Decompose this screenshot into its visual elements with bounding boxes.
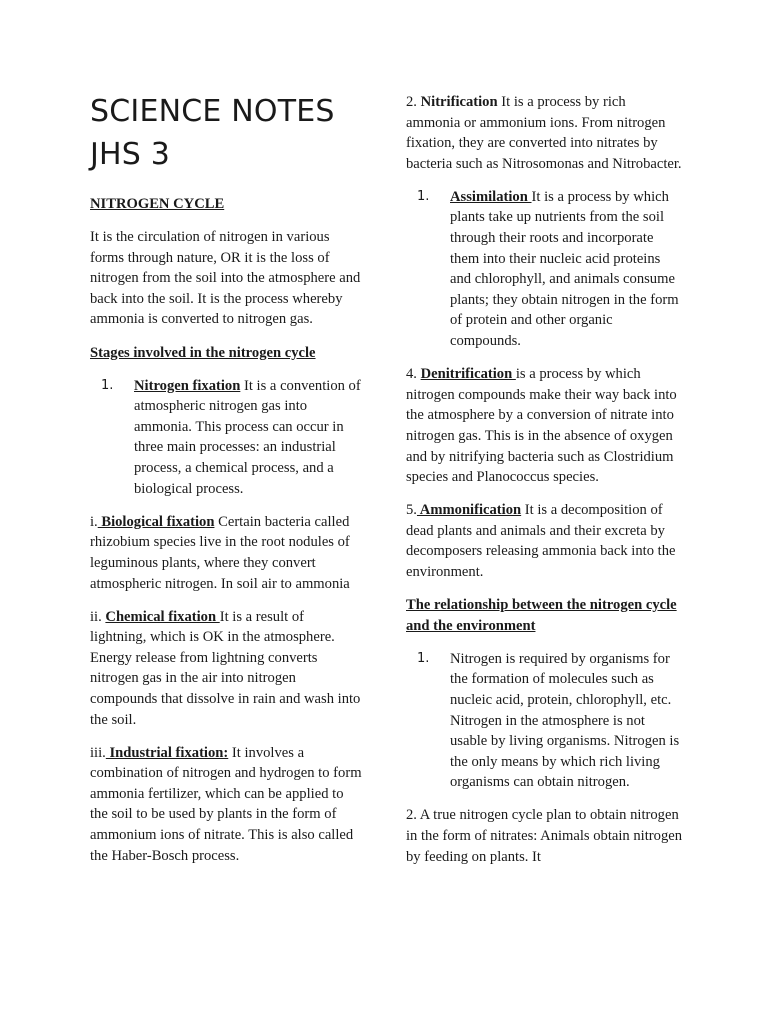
page-title: SCIENCE NOTES JHS 3 xyxy=(90,94,335,172)
paragraph-nitrification xyxy=(406,92,682,174)
list-item-assimilation xyxy=(406,187,682,352)
paragraph-nitrogen-plan: 2. A true nitrogen cycle plan to obtain nitrogen in the form of nitrates: Animals obtain nitrogen by feeding on plants. It xyxy=(406,807,683,865)
bio-text: Certain bacteria called rhizobium species live in the root nodules of leguminous plants, where they convert atmospheric nitrogen. In soil air to ammonia xyxy=(90,513,350,592)
list-number: 1. xyxy=(101,377,114,393)
relationship-heading: The relationship between the nitrogen cycle and the environment xyxy=(406,597,677,634)
list-item-nitrogen-required xyxy=(406,649,682,793)
list-item-body xyxy=(450,187,682,352)
term-nitrification: Nitrification xyxy=(420,94,498,110)
nitrification-prefix: 2. xyxy=(406,94,421,110)
term-chemical-fixation: Chemical fixation xyxy=(105,608,220,625)
ind-prefix: iii. xyxy=(90,744,106,761)
nitrification-text: It is a process by rich ammonia or ammonium ions. From nitrogen fixation, they are converted into nitrates by bacteria such as Nitrosomonas and Nitrobacter. xyxy=(406,94,682,172)
paragraph-industrial-fixation xyxy=(90,743,362,867)
right-column xyxy=(406,92,682,880)
bio-prefix: i. xyxy=(90,513,98,530)
term-biological-fixation: Biological fixation xyxy=(97,513,215,530)
term-denitrification: Denitrification xyxy=(420,366,516,383)
paragraph-denitrification xyxy=(406,364,682,488)
list-item-body xyxy=(134,376,362,500)
relationship-heading-line xyxy=(406,595,682,636)
ind-text: It involves a combination of nitrogen and hydrogen to form ammonia fertilizer, which can be applied to the soil to be used by plants in the form of ammonium ions of nitrate. This is also called the Haber-Bosch process. xyxy=(90,744,362,864)
paragraph-biological-fixation xyxy=(90,512,362,594)
denitrification-text: is a process by which nitrogen compounds make their way back into the atmosphere by a conversion of nitrate into nitrogen gas. This is in the absence of oxygen and by nitrifying bacteria such as Clostridium species and Planococcus species. xyxy=(406,366,677,486)
nitrogen-cycle-heading: NITROGEN CYCLE xyxy=(90,196,225,212)
paragraph-ammonification xyxy=(406,500,682,582)
intro-paragraph: It is the circulation of nitrogen in various forms through nature, OR it is the loss of nitrogen from the soil into the atmosphere and back into the soil. It is the process whereby ammonia is converted to nitrogen gas. xyxy=(90,229,361,328)
list-number: 1. xyxy=(417,188,430,204)
assimilation-text: It is a process by which plants take up nutrients from the soil through their roots and incorporate them into their nucleic acid proteins and chlorophyll, and animals consume plants; they obtain nitrogen in the form of protein and other organic compounds. xyxy=(450,188,679,350)
stages-heading: Stages involved in the nitrogen cycle xyxy=(90,344,316,361)
denitrification-prefix: 4. xyxy=(406,366,421,383)
term-industrial-fixation: Industrial fixation: xyxy=(105,744,229,761)
term-ammonification: Ammonification xyxy=(416,502,522,519)
stages-heading-line xyxy=(90,343,362,364)
ammonification-text: It is a decomposition of dead plants and animals and their excreta by decomposers releasing ammonia back into the environment. xyxy=(406,502,676,580)
term-nitrogen-fixation: Nitrogen fixation xyxy=(134,377,241,394)
ammonification-prefix: 5. xyxy=(406,502,417,519)
list-item-nitrogen-fixation xyxy=(90,376,362,500)
chem-text: It is a result of lightning, which is OK in the atmosphere. Energy release from lightning converts nitrogen gas in the air into nitrogen compounds that dissolve in rain and wash into the soil. xyxy=(90,608,361,728)
list-item-body: Nitrogen is required by organisms for the formation of molecules such as nucleic acid, protein, chlorophyll, etc. Nitrogen in the atmosphere is not usable by living organisms. Nitrogen is the only means by which rich living organisms can obtain nitrogen. xyxy=(450,650,680,791)
nitrogen-fixation-text: It is a convention of atmospheric nitrogen gas into ammonia. This process can occur in three main processes: an industrial process, a chemical process, and a biological process. xyxy=(134,377,361,497)
term-assimilation: Assimilation xyxy=(450,188,532,205)
section-heading-nitrogen-cycle xyxy=(90,194,362,215)
left-column xyxy=(90,90,362,879)
chem-prefix: ii. xyxy=(90,608,106,625)
paragraph-chemical-fixation xyxy=(90,607,362,731)
list-number: 1. xyxy=(417,650,430,666)
